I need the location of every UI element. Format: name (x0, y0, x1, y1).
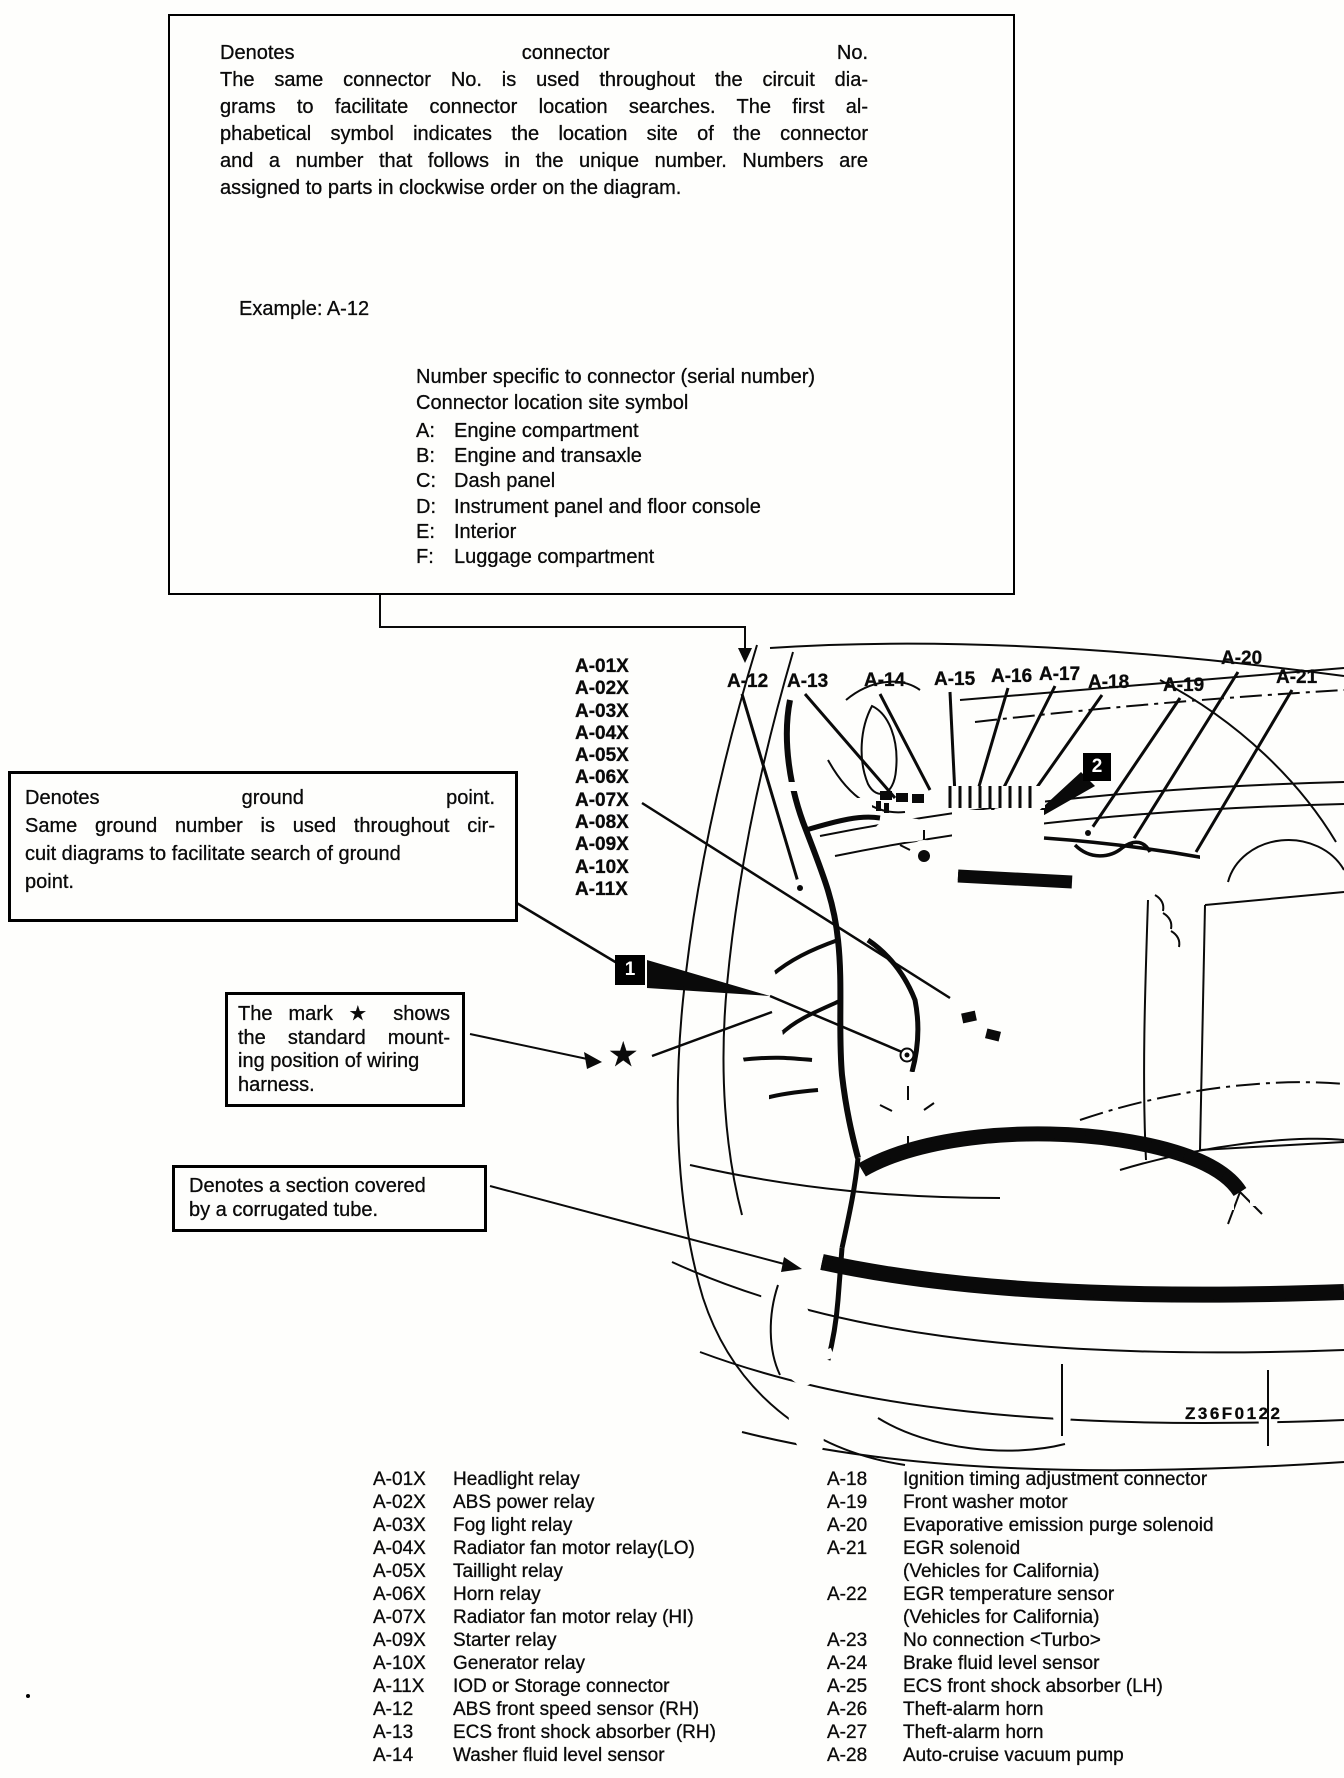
legend-desc: Evaporative emission purge solenoid (903, 1515, 1214, 1536)
legend-code: A-04X (373, 1538, 426, 1559)
connector-note-text (220, 40, 868, 202)
site-key: E: (416, 520, 435, 543)
legend-code: A-27 (827, 1722, 868, 1743)
legend-row (373, 1698, 793, 1721)
connector-note-box (168, 14, 1015, 595)
legend-desc: ECS front shock absorber (LH) (903, 1676, 1163, 1697)
legend-code: A-11X (373, 1676, 425, 1697)
site-desc: Dash panel (454, 470, 556, 493)
connector-label: A-15 (934, 669, 976, 690)
legend-desc: Starter relay (453, 1630, 557, 1651)
legend-code: A-07X (373, 1607, 426, 1628)
legend-desc: Theft-alarm horn (903, 1699, 1044, 1720)
note-to-diagram-arrow (380, 595, 752, 663)
callout-serial-number: Number specific to connector (serial number) (416, 366, 816, 388)
relay-connector-code: A-09X (575, 834, 629, 856)
leader-a-20 (1133, 672, 1238, 840)
legend-desc: Theft-alarm horn (903, 1722, 1044, 1743)
site-key: A: (416, 420, 435, 442)
tube-leader (490, 1186, 802, 1272)
legend-desc: Washer fluid level sensor (453, 1745, 665, 1766)
star-mark: ★ (608, 1036, 639, 1074)
connector-label: A-21 (1276, 667, 1318, 688)
legend-row (827, 1514, 1327, 1537)
legend-code: A-01X (373, 1469, 426, 1490)
legend-code: A-02X (373, 1492, 426, 1513)
note-line: ing position of wiring (238, 1050, 420, 1072)
relay-connector-code: A-02X (575, 678, 629, 700)
location-site-list (416, 419, 761, 570)
legend-code: A-12 (373, 1699, 414, 1720)
relay-connector-code: A-04X (575, 722, 629, 744)
legend-code: A-20 (827, 1515, 868, 1536)
note-line: Denotes ground point. (25, 787, 495, 809)
legend-desc: Brake fluid level sensor (903, 1653, 1100, 1674)
note-line: and a number that follows in the unique number. Numbers are (220, 150, 868, 172)
relay-connector-list (575, 656, 629, 901)
legend-code (827, 1606, 903, 1629)
legend-row (827, 1537, 1327, 1560)
location-site-row (416, 520, 761, 545)
legend-code: A-14 (373, 1745, 414, 1766)
relay-connector-code: A-03X (575, 700, 629, 722)
legend-desc: Generator relay (453, 1653, 586, 1674)
legend-code: A-25 (827, 1676, 868, 1697)
ground-note-text (25, 784, 495, 896)
legend-row (373, 1468, 793, 1491)
legend-desc: ABS front speed sensor (RH) (453, 1699, 700, 1720)
legend-desc: ABS power relay (453, 1492, 595, 1513)
site-desc: Instrument panel and floor console (454, 495, 761, 518)
legend-desc: Horn relay (453, 1584, 541, 1605)
legend-code: A-05X (373, 1561, 426, 1582)
legend-row (373, 1514, 793, 1537)
connector-label: A-18 (1088, 672, 1130, 693)
legend-desc: (Vehicles for California) (903, 1561, 1100, 1582)
ground-point-leader (515, 902, 914, 1062)
leader-a-14 (880, 694, 930, 790)
legend-row (827, 1560, 1327, 1583)
legend-desc: Headlight relay (453, 1469, 580, 1490)
note-line: grams to facilitate connector location searches. The first al- (220, 96, 868, 118)
legend-desc: Radiator fan motor relay (HI) (453, 1607, 694, 1628)
legend-row (827, 1675, 1327, 1698)
site-desc: Engine and transaxle (454, 445, 642, 468)
legend-desc: EGR temperature sensor (903, 1584, 1115, 1605)
legend-row (373, 1721, 793, 1744)
figure-code: Z36F0122 (1185, 1404, 1283, 1423)
legend-code: A-19 (827, 1492, 868, 1513)
ground-marker-2: 2 (1083, 753, 1111, 781)
legend-row (373, 1629, 793, 1652)
legend-code (827, 1560, 903, 1583)
legend-code: A-03X (373, 1515, 426, 1536)
legend-code: A-28 (827, 1745, 868, 1766)
leader-a-13 (805, 694, 895, 798)
site-key: C: (416, 470, 436, 493)
legend-desc: Front washer motor (903, 1492, 1068, 1513)
legend-desc: Taillight relay (453, 1561, 563, 1582)
location-site-row (416, 444, 761, 469)
legend-row (827, 1652, 1327, 1675)
legend-code: A-10X (373, 1653, 426, 1674)
relay-connector-code: A-08X (575, 812, 629, 834)
tube-note-box (172, 1165, 487, 1232)
note-line: point. (25, 871, 74, 893)
relay-connector-code: A-10X (575, 856, 629, 878)
connector-label: A-13 (787, 671, 829, 692)
legend-code: A-24 (827, 1653, 868, 1674)
connector-label: A-17 (1039, 664, 1081, 685)
legend-row (373, 1675, 793, 1698)
note-line: the standard mount- (238, 1026, 450, 1049)
ground-marker-1: 1 (615, 955, 645, 985)
legend-desc: IOD or Storage connector (453, 1676, 670, 1697)
connector-label: A-14 (864, 670, 906, 691)
site-desc: Luggage compartment (454, 546, 655, 569)
relay-connector-code: A-01X (575, 656, 629, 677)
relay-connector-code: A-07X (575, 789, 629, 811)
connector-label: A-12 (727, 671, 769, 692)
legend-row (827, 1468, 1327, 1491)
location-site-row (416, 495, 761, 520)
legend-desc: Radiator fan motor relay(LO) (453, 1538, 695, 1559)
note-line: harness. (238, 1073, 315, 1096)
legend-code: A-26 (827, 1699, 868, 1720)
legend-code: A-23 (827, 1630, 868, 1651)
connector-label: A-19 (1163, 675, 1205, 696)
legend-code: A-21 (827, 1538, 868, 1559)
legend-row (827, 1583, 1327, 1606)
star-note-box (225, 992, 465, 1107)
callout-location-symbol: Connector location site symbol (416, 392, 689, 414)
legend-row (827, 1698, 1327, 1721)
legend-row (827, 1491, 1327, 1514)
legend-desc: Ignition timing adjustment connector (903, 1469, 1208, 1490)
legend-row (373, 1583, 793, 1606)
note-line: phabetical symbol indicates the location site of the connector (220, 123, 868, 145)
note-line: The same connector No. is used throughout the circuit dia- (220, 69, 868, 91)
relay-connector-code: A-06X (575, 767, 629, 789)
site-key: D: (416, 495, 436, 518)
legend-row (827, 1629, 1327, 1652)
connector-label: A-16 (991, 666, 1033, 687)
legend-row (373, 1652, 793, 1675)
legend-right-column (827, 1468, 1327, 1767)
legend-left-column (373, 1468, 793, 1767)
location-site-row (416, 545, 761, 570)
note-line: by a corrugated tube. (189, 1199, 379, 1221)
legend-row (373, 1491, 793, 1514)
legend-row (827, 1721, 1327, 1744)
note-line: Denotes connector No. (220, 42, 868, 64)
note-line: Denotes a section covered (189, 1175, 426, 1197)
legend-row (373, 1606, 793, 1629)
legend-desc: Fog light relay (453, 1515, 573, 1536)
legend-code: A-18 (827, 1469, 868, 1490)
legend-row (373, 1744, 793, 1767)
relay-connector-code: A-11X (575, 878, 628, 900)
legend-row (827, 1744, 1327, 1767)
legend-desc: (Vehicles for California) (903, 1607, 1100, 1628)
legend-desc: ECS front shock absorber (RH) (453, 1722, 716, 1743)
legend-code: A-13 (373, 1722, 414, 1743)
legend-code: A-22 (827, 1584, 868, 1605)
note-line: Same ground number is used throughout cir- (25, 815, 495, 837)
location-site-row (416, 469, 761, 494)
legend-code: A-06X (373, 1584, 426, 1605)
tube-note-text (189, 1174, 475, 1222)
connector-label: A-20 (1221, 648, 1263, 669)
site-desc: Engine compartment (454, 420, 639, 442)
legend-row (827, 1606, 1327, 1629)
note-line: assigned to parts in clockwise order on the diagram. (220, 177, 682, 199)
note-line: The mark ★ shows (238, 1003, 450, 1025)
example-label: Example: (239, 298, 323, 320)
legend-row (373, 1537, 793, 1560)
site-key: B: (416, 445, 435, 468)
legend-row (373, 1560, 793, 1583)
legend-desc: No connection <Turbo> (903, 1630, 1101, 1651)
star-note-text (238, 1003, 450, 1097)
site-desc: Interior (454, 520, 517, 543)
legend-desc: EGR solenoid (903, 1538, 1021, 1559)
site-key: F: (416, 546, 434, 569)
example-line (239, 298, 369, 321)
note-line: cuit diagrams to facilitate search of ground (25, 843, 401, 865)
location-site-row (416, 419, 761, 444)
legend-code: A-09X (373, 1630, 426, 1651)
ground-note-box (8, 771, 518, 922)
legend-desc: Auto-cruise vacuum pump (903, 1745, 1124, 1766)
leader-a-16 (975, 688, 1008, 800)
page-mark-dot (26, 1694, 30, 1698)
leader-a-15 (950, 692, 955, 795)
relay-connector-code: A-05X (575, 745, 629, 767)
example-code: A-12 (326, 298, 370, 320)
